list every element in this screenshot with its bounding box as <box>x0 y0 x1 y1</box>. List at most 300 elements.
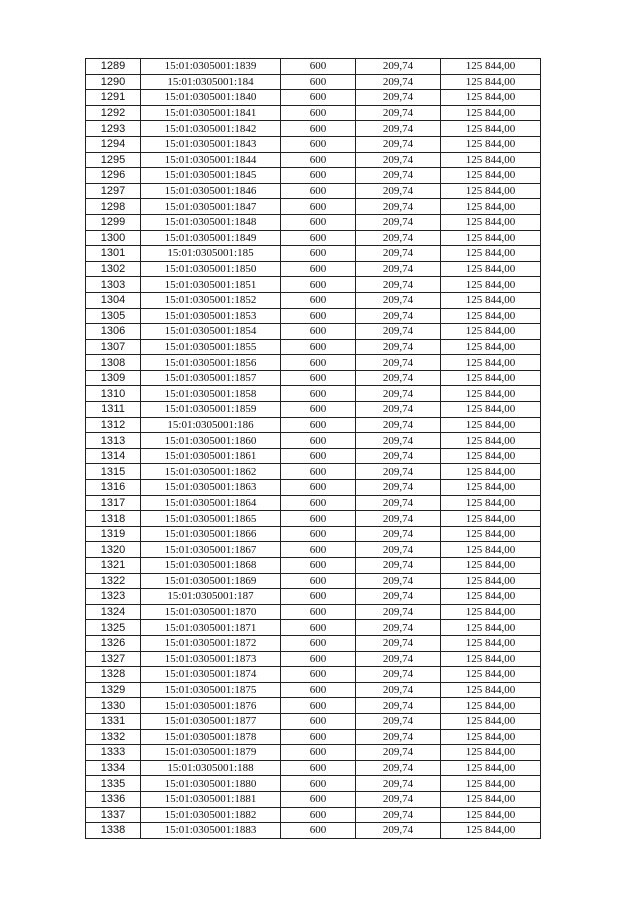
total-value-cell: 125 844,00 <box>441 105 541 121</box>
cadastral-number-cell: 15:01:0305001:1852 <box>141 292 281 308</box>
area-cell: 600 <box>281 292 356 308</box>
area-cell: 600 <box>281 589 356 605</box>
total-value-cell: 125 844,00 <box>441 136 541 152</box>
cadastral-number-cell: 15:01:0305001:1839 <box>141 59 281 75</box>
unit-price-cell: 209,74 <box>356 355 441 371</box>
row-number-cell: 1291 <box>86 90 141 106</box>
unit-price-cell: 209,74 <box>356 823 441 839</box>
table-row <box>86 59 541 75</box>
area-cell: 600 <box>281 464 356 480</box>
unit-price-cell: 209,74 <box>356 277 441 293</box>
row-number-cell: 1297 <box>86 183 141 199</box>
table-row <box>86 480 541 496</box>
cadastral-number-cell: 15:01:0305001:1865 <box>141 511 281 527</box>
table-row <box>86 370 541 386</box>
unit-price-cell: 209,74 <box>356 261 441 277</box>
row-number-cell: 1299 <box>86 214 141 230</box>
total-value-cell: 125 844,00 <box>441 277 541 293</box>
table-row <box>86 324 541 340</box>
total-value-cell: 125 844,00 <box>441 729 541 745</box>
area-cell: 600 <box>281 199 356 215</box>
row-number-cell: 1318 <box>86 511 141 527</box>
table-row <box>86 152 541 168</box>
cadastral-number-cell: 15:01:0305001:1866 <box>141 526 281 542</box>
total-value-cell: 125 844,00 <box>441 573 541 589</box>
total-value-cell: 125 844,00 <box>441 589 541 605</box>
area-cell: 600 <box>281 74 356 90</box>
row-number-cell: 1322 <box>86 573 141 589</box>
total-value-cell: 125 844,00 <box>441 121 541 137</box>
total-value-cell: 125 844,00 <box>441 651 541 667</box>
unit-price-cell: 209,74 <box>356 121 441 137</box>
row-number-cell: 1293 <box>86 121 141 137</box>
unit-price-cell: 209,74 <box>356 620 441 636</box>
cadastral-number-cell: 15:01:0305001:1842 <box>141 121 281 137</box>
unit-price-cell: 209,74 <box>356 791 441 807</box>
total-value-cell: 125 844,00 <box>441 682 541 698</box>
total-value-cell: 125 844,00 <box>441 214 541 230</box>
cadastral-number-cell: 15:01:0305001:1855 <box>141 339 281 355</box>
table-row <box>86 573 541 589</box>
area-cell: 600 <box>281 604 356 620</box>
cadastral-number-cell: 15:01:0305001:1881 <box>141 791 281 807</box>
cadastral-number-cell: 15:01:0305001:1857 <box>141 370 281 386</box>
unit-price-cell: 209,74 <box>356 776 441 792</box>
row-number-cell: 1290 <box>86 74 141 90</box>
row-number-cell: 1312 <box>86 417 141 433</box>
table-row <box>86 402 541 418</box>
total-value-cell: 125 844,00 <box>441 183 541 199</box>
area-cell: 600 <box>281 121 356 137</box>
row-number-cell: 1314 <box>86 448 141 464</box>
table-row <box>86 246 541 262</box>
unit-price-cell: 209,74 <box>356 339 441 355</box>
total-value-cell: 125 844,00 <box>441 292 541 308</box>
row-number-cell: 1308 <box>86 355 141 371</box>
total-value-cell: 125 844,00 <box>441 152 541 168</box>
cadastral-number-cell: 15:01:0305001:1874 <box>141 667 281 683</box>
unit-price-cell: 209,74 <box>356 199 441 215</box>
cadastral-number-cell: 15:01:0305001:1872 <box>141 635 281 651</box>
total-value-cell: 125 844,00 <box>441 480 541 496</box>
total-value-cell: 125 844,00 <box>441 604 541 620</box>
area-cell: 600 <box>281 776 356 792</box>
unit-price-cell: 209,74 <box>356 604 441 620</box>
row-number-cell: 1304 <box>86 292 141 308</box>
area-cell: 600 <box>281 682 356 698</box>
row-number-cell: 1313 <box>86 433 141 449</box>
cadastral-number-cell: 15:01:0305001:186 <box>141 417 281 433</box>
land-plot-registry-table <box>85 58 541 839</box>
total-value-cell: 125 844,00 <box>441 807 541 823</box>
area-cell: 600 <box>281 495 356 511</box>
table-row <box>86 261 541 277</box>
total-value-cell: 125 844,00 <box>441 246 541 262</box>
total-value-cell: 125 844,00 <box>441 386 541 402</box>
cadastral-number-cell: 15:01:0305001:1878 <box>141 729 281 745</box>
row-number-cell: 1296 <box>86 168 141 184</box>
unit-price-cell: 209,74 <box>356 246 441 262</box>
unit-price-cell: 209,74 <box>356 526 441 542</box>
total-value-cell: 125 844,00 <box>441 791 541 807</box>
table-row <box>86 651 541 667</box>
unit-price-cell: 209,74 <box>356 386 441 402</box>
total-value-cell: 125 844,00 <box>441 620 541 636</box>
unit-price-cell: 209,74 <box>356 464 441 480</box>
area-cell: 600 <box>281 214 356 230</box>
unit-price-cell: 209,74 <box>356 760 441 776</box>
row-number-cell: 1305 <box>86 308 141 324</box>
row-number-cell: 1327 <box>86 651 141 667</box>
unit-price-cell: 209,74 <box>356 589 441 605</box>
row-number-cell: 1331 <box>86 713 141 729</box>
total-value-cell: 125 844,00 <box>441 417 541 433</box>
total-value-cell: 125 844,00 <box>441 199 541 215</box>
table-row <box>86 495 541 511</box>
row-number-cell: 1317 <box>86 495 141 511</box>
table-row <box>86 230 541 246</box>
unit-price-cell: 209,74 <box>356 105 441 121</box>
cadastral-number-cell: 15:01:0305001:1846 <box>141 183 281 199</box>
row-number-cell: 1292 <box>86 105 141 121</box>
area-cell: 600 <box>281 386 356 402</box>
unit-price-cell: 209,74 <box>356 573 441 589</box>
unit-price-cell: 209,74 <box>356 495 441 511</box>
row-number-cell: 1329 <box>86 682 141 698</box>
cadastral-number-cell: 15:01:0305001:1843 <box>141 136 281 152</box>
row-number-cell: 1289 <box>86 59 141 75</box>
total-value-cell: 125 844,00 <box>441 745 541 761</box>
total-value-cell: 125 844,00 <box>441 433 541 449</box>
cadastral-number-cell: 15:01:0305001:1875 <box>141 682 281 698</box>
area-cell: 600 <box>281 277 356 293</box>
table-body <box>86 59 541 839</box>
row-number-cell: 1335 <box>86 776 141 792</box>
total-value-cell: 125 844,00 <box>441 308 541 324</box>
area-cell: 600 <box>281 480 356 496</box>
table-row <box>86 511 541 527</box>
table-row <box>86 183 541 199</box>
total-value-cell: 125 844,00 <box>441 339 541 355</box>
table-row <box>86 729 541 745</box>
row-number-cell: 1325 <box>86 620 141 636</box>
unit-price-cell: 209,74 <box>356 168 441 184</box>
total-value-cell: 125 844,00 <box>441 168 541 184</box>
cadastral-number-cell: 15:01:0305001:1856 <box>141 355 281 371</box>
table-row <box>86 277 541 293</box>
total-value-cell: 125 844,00 <box>441 667 541 683</box>
unit-price-cell: 209,74 <box>356 214 441 230</box>
row-number-cell: 1338 <box>86 823 141 839</box>
cadastral-number-cell: 15:01:0305001:1867 <box>141 542 281 558</box>
unit-price-cell: 209,74 <box>356 511 441 527</box>
unit-price-cell: 209,74 <box>356 324 441 340</box>
row-number-cell: 1316 <box>86 480 141 496</box>
unit-price-cell: 209,74 <box>356 59 441 75</box>
unit-price-cell: 209,74 <box>356 136 441 152</box>
cadastral-number-cell: 15:01:0305001:1851 <box>141 277 281 293</box>
unit-price-cell: 209,74 <box>356 698 441 714</box>
table-row <box>86 339 541 355</box>
cadastral-number-cell: 15:01:0305001:187 <box>141 589 281 605</box>
area-cell: 600 <box>281 745 356 761</box>
area-cell: 600 <box>281 355 356 371</box>
unit-price-cell: 209,74 <box>356 417 441 433</box>
total-value-cell: 125 844,00 <box>441 370 541 386</box>
cadastral-number-cell: 15:01:0305001:1882 <box>141 807 281 823</box>
table-row <box>86 448 541 464</box>
table-row <box>86 308 541 324</box>
cadastral-number-cell: 15:01:0305001:1869 <box>141 573 281 589</box>
area-cell: 600 <box>281 246 356 262</box>
cadastral-number-cell: 15:01:0305001:1880 <box>141 776 281 792</box>
unit-price-cell: 209,74 <box>356 370 441 386</box>
unit-price-cell: 209,74 <box>356 308 441 324</box>
area-cell: 600 <box>281 168 356 184</box>
total-value-cell: 125 844,00 <box>441 823 541 839</box>
table-row <box>86 698 541 714</box>
row-number-cell: 1307 <box>86 339 141 355</box>
cadastral-number-cell: 15:01:0305001:1844 <box>141 152 281 168</box>
cadastral-number-cell: 15:01:0305001:1849 <box>141 230 281 246</box>
total-value-cell: 125 844,00 <box>441 355 541 371</box>
unit-price-cell: 209,74 <box>356 745 441 761</box>
area-cell: 600 <box>281 90 356 106</box>
area-cell: 600 <box>281 651 356 667</box>
total-value-cell: 125 844,00 <box>441 448 541 464</box>
cadastral-number-cell: 15:01:0305001:1873 <box>141 651 281 667</box>
area-cell: 600 <box>281 620 356 636</box>
unit-price-cell: 209,74 <box>356 651 441 667</box>
total-value-cell: 125 844,00 <box>441 230 541 246</box>
unit-price-cell: 209,74 <box>356 542 441 558</box>
cadastral-number-cell: 15:01:0305001:1879 <box>141 745 281 761</box>
unit-price-cell: 209,74 <box>356 807 441 823</box>
table-row <box>86 620 541 636</box>
table-row <box>86 74 541 90</box>
cadastral-number-cell: 15:01:0305001:1861 <box>141 448 281 464</box>
table-row <box>86 292 541 308</box>
table-row <box>86 760 541 776</box>
total-value-cell: 125 844,00 <box>441 402 541 418</box>
unit-price-cell: 209,74 <box>356 448 441 464</box>
row-number-cell: 1323 <box>86 589 141 605</box>
area-cell: 600 <box>281 308 356 324</box>
table-row <box>86 558 541 574</box>
row-number-cell: 1309 <box>86 370 141 386</box>
cadastral-number-cell: 15:01:0305001:184 <box>141 74 281 90</box>
cadastral-number-cell: 15:01:0305001:1841 <box>141 105 281 121</box>
cadastral-number-cell: 15:01:0305001:1848 <box>141 214 281 230</box>
total-value-cell: 125 844,00 <box>441 464 541 480</box>
cadastral-number-cell: 15:01:0305001:1854 <box>141 324 281 340</box>
unit-price-cell: 209,74 <box>356 667 441 683</box>
area-cell: 600 <box>281 261 356 277</box>
table-row <box>86 713 541 729</box>
unit-price-cell: 209,74 <box>356 480 441 496</box>
cadastral-number-cell: 15:01:0305001:1870 <box>141 604 281 620</box>
area-cell: 600 <box>281 433 356 449</box>
total-value-cell: 125 844,00 <box>441 261 541 277</box>
row-number-cell: 1337 <box>86 807 141 823</box>
area-cell: 600 <box>281 729 356 745</box>
unit-price-cell: 209,74 <box>356 230 441 246</box>
total-value-cell: 125 844,00 <box>441 74 541 90</box>
unit-price-cell: 209,74 <box>356 729 441 745</box>
area-cell: 600 <box>281 698 356 714</box>
cadastral-number-cell: 15:01:0305001:1862 <box>141 464 281 480</box>
table-row <box>86 823 541 839</box>
total-value-cell: 125 844,00 <box>441 713 541 729</box>
table-row <box>86 807 541 823</box>
table-row <box>86 589 541 605</box>
row-number-cell: 1321 <box>86 558 141 574</box>
total-value-cell: 125 844,00 <box>441 635 541 651</box>
table-row <box>86 635 541 651</box>
row-number-cell: 1298 <box>86 199 141 215</box>
table-row <box>86 355 541 371</box>
row-number-cell: 1295 <box>86 152 141 168</box>
area-cell: 600 <box>281 230 356 246</box>
table-row <box>86 776 541 792</box>
table-row <box>86 168 541 184</box>
table-row <box>86 526 541 542</box>
table-row <box>86 791 541 807</box>
table-row <box>86 417 541 433</box>
table-row <box>86 604 541 620</box>
total-value-cell: 125 844,00 <box>441 698 541 714</box>
area-cell: 600 <box>281 370 356 386</box>
area-cell: 600 <box>281 511 356 527</box>
area-cell: 600 <box>281 635 356 651</box>
area-cell: 600 <box>281 59 356 75</box>
row-number-cell: 1326 <box>86 635 141 651</box>
table-row <box>86 745 541 761</box>
area-cell: 600 <box>281 339 356 355</box>
cadastral-number-cell: 15:01:0305001:1847 <box>141 199 281 215</box>
row-number-cell: 1333 <box>86 745 141 761</box>
area-cell: 600 <box>281 542 356 558</box>
row-number-cell: 1320 <box>86 542 141 558</box>
row-number-cell: 1301 <box>86 246 141 262</box>
table-row <box>86 121 541 137</box>
cadastral-number-cell: 15:01:0305001:1868 <box>141 558 281 574</box>
table-row <box>86 682 541 698</box>
row-number-cell: 1302 <box>86 261 141 277</box>
row-number-cell: 1330 <box>86 698 141 714</box>
row-number-cell: 1294 <box>86 136 141 152</box>
area-cell: 600 <box>281 152 356 168</box>
cadastral-number-cell: 15:01:0305001:1863 <box>141 480 281 496</box>
row-number-cell: 1311 <box>86 402 141 418</box>
total-value-cell: 125 844,00 <box>441 558 541 574</box>
total-value-cell: 125 844,00 <box>441 495 541 511</box>
cadastral-number-cell: 15:01:0305001:1858 <box>141 386 281 402</box>
area-cell: 600 <box>281 324 356 340</box>
table-row <box>86 464 541 480</box>
area-cell: 600 <box>281 791 356 807</box>
area-cell: 600 <box>281 667 356 683</box>
row-number-cell: 1300 <box>86 230 141 246</box>
cadastral-number-cell: 15:01:0305001:1859 <box>141 402 281 418</box>
row-number-cell: 1306 <box>86 324 141 340</box>
area-cell: 600 <box>281 807 356 823</box>
table-row <box>86 136 541 152</box>
row-number-cell: 1334 <box>86 760 141 776</box>
unit-price-cell: 209,74 <box>356 713 441 729</box>
area-cell: 600 <box>281 402 356 418</box>
area-cell: 600 <box>281 105 356 121</box>
total-value-cell: 125 844,00 <box>441 324 541 340</box>
area-cell: 600 <box>281 448 356 464</box>
row-number-cell: 1303 <box>86 277 141 293</box>
unit-price-cell: 209,74 <box>356 292 441 308</box>
cadastral-number-cell: 15:01:0305001:1860 <box>141 433 281 449</box>
area-cell: 600 <box>281 417 356 433</box>
row-number-cell: 1332 <box>86 729 141 745</box>
unit-price-cell: 209,74 <box>356 682 441 698</box>
row-number-cell: 1310 <box>86 386 141 402</box>
cadastral-number-cell: 15:01:0305001:1850 <box>141 261 281 277</box>
cadastral-number-cell: 15:01:0305001:1840 <box>141 90 281 106</box>
total-value-cell: 125 844,00 <box>441 511 541 527</box>
cadastral-number-cell: 15:01:0305001:1877 <box>141 713 281 729</box>
area-cell: 600 <box>281 760 356 776</box>
cadastral-number-cell: 15:01:0305001:1883 <box>141 823 281 839</box>
row-number-cell: 1315 <box>86 464 141 480</box>
table-row <box>86 199 541 215</box>
unit-price-cell: 209,74 <box>356 183 441 199</box>
cadastral-number-cell: 15:01:0305001:188 <box>141 760 281 776</box>
cadastral-number-cell: 15:01:0305001:1871 <box>141 620 281 636</box>
unit-price-cell: 209,74 <box>356 152 441 168</box>
table-row <box>86 90 541 106</box>
cadastral-number-cell: 15:01:0305001:1864 <box>141 495 281 511</box>
unit-price-cell: 209,74 <box>356 90 441 106</box>
cadastral-number-cell: 15:01:0305001:1876 <box>141 698 281 714</box>
total-value-cell: 125 844,00 <box>441 526 541 542</box>
total-value-cell: 125 844,00 <box>441 59 541 75</box>
table-row <box>86 542 541 558</box>
row-number-cell: 1319 <box>86 526 141 542</box>
unit-price-cell: 209,74 <box>356 433 441 449</box>
cadastral-number-cell: 15:01:0305001:185 <box>141 246 281 262</box>
area-cell: 600 <box>281 526 356 542</box>
area-cell: 600 <box>281 823 356 839</box>
cadastral-number-cell: 15:01:0305001:1853 <box>141 308 281 324</box>
row-number-cell: 1324 <box>86 604 141 620</box>
row-number-cell: 1328 <box>86 667 141 683</box>
unit-price-cell: 209,74 <box>356 74 441 90</box>
table-row <box>86 214 541 230</box>
total-value-cell: 125 844,00 <box>441 90 541 106</box>
table-row <box>86 667 541 683</box>
area-cell: 600 <box>281 183 356 199</box>
area-cell: 600 <box>281 558 356 574</box>
unit-price-cell: 209,74 <box>356 635 441 651</box>
area-cell: 600 <box>281 136 356 152</box>
table-row <box>86 105 541 121</box>
total-value-cell: 125 844,00 <box>441 760 541 776</box>
table-row <box>86 433 541 449</box>
total-value-cell: 125 844,00 <box>441 542 541 558</box>
unit-price-cell: 209,74 <box>356 558 441 574</box>
total-value-cell: 125 844,00 <box>441 776 541 792</box>
area-cell: 600 <box>281 573 356 589</box>
row-number-cell: 1336 <box>86 791 141 807</box>
area-cell: 600 <box>281 713 356 729</box>
cadastral-number-cell: 15:01:0305001:1845 <box>141 168 281 184</box>
